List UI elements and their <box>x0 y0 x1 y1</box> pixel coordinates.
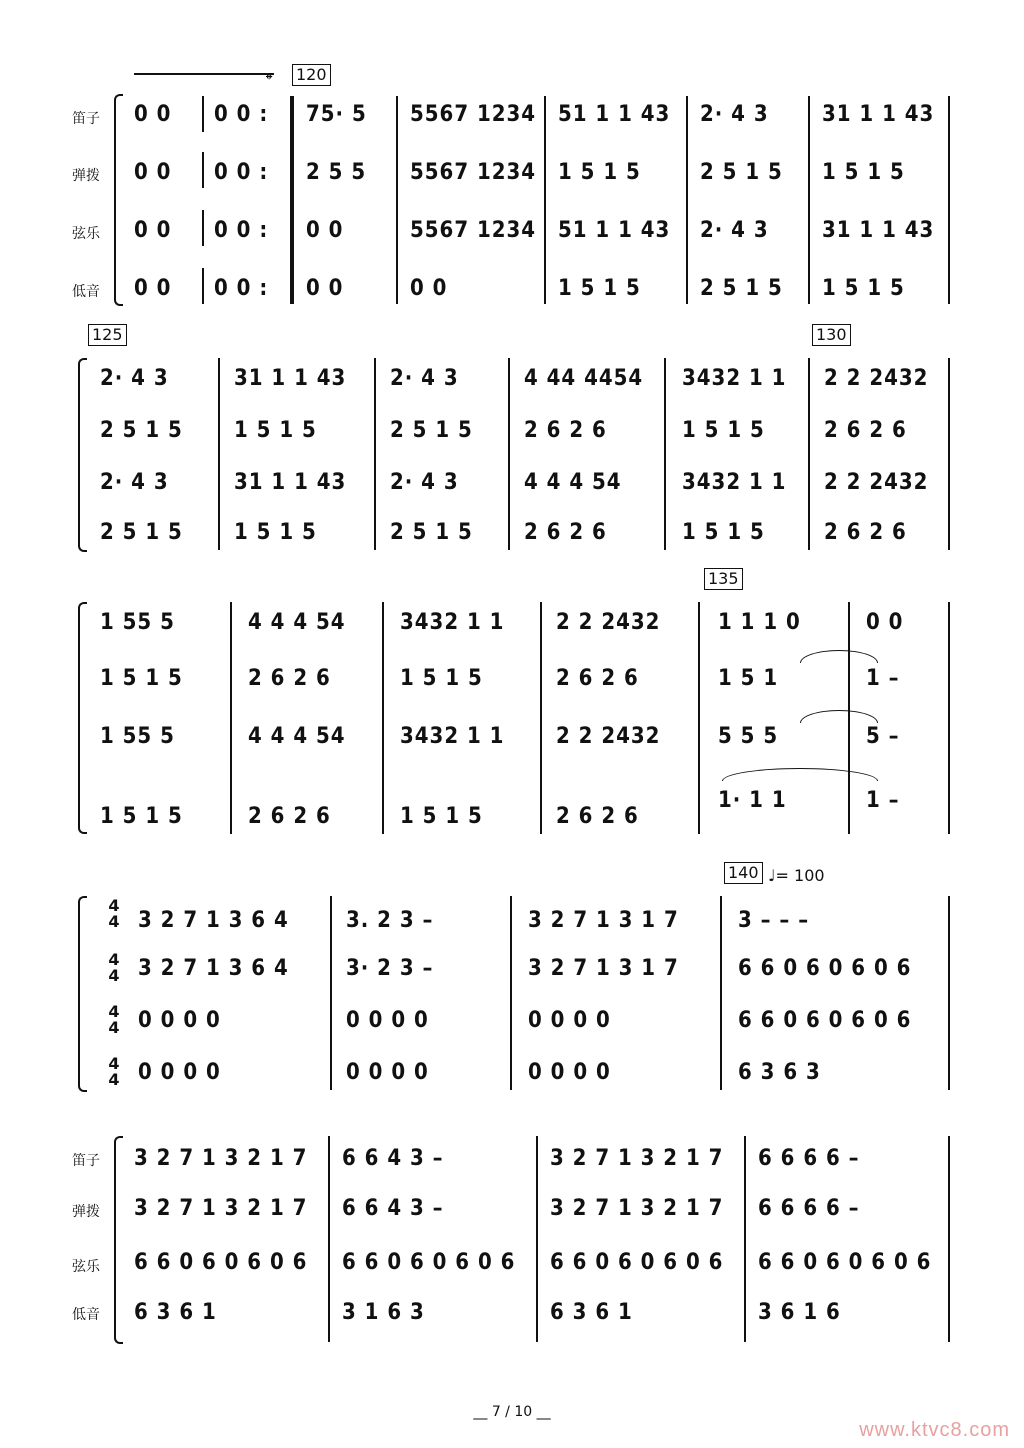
measure: 0 0 0 0 <box>528 1008 611 1033</box>
system-2 <box>0 322 1024 562</box>
barline <box>948 896 950 1090</box>
barline <box>202 152 204 188</box>
barline <box>396 96 398 304</box>
measure: 1 5 1 5 <box>682 520 765 545</box>
barline <box>510 896 512 1090</box>
time-signature: 4 4 <box>108 950 120 985</box>
instrument-label-dizi: 笛子 <box>72 1152 100 1168</box>
measure: 1 5 1 5 <box>400 666 483 691</box>
measure: 0 0 : <box>214 102 269 127</box>
measure: 2· 4 3 <box>390 366 459 391</box>
measure: 6 3 6 1 <box>550 1300 633 1325</box>
measure: 1 5 1 <box>718 666 779 691</box>
measure: 3 6 1 6 <box>758 1300 841 1325</box>
measure: 2· 4 3 <box>390 470 459 495</box>
measure: 5567 1234 <box>410 160 537 185</box>
measure: 31 1 1 43 <box>822 102 935 127</box>
repeat-barline <box>290 96 294 304</box>
measure: 2 6 2 6 <box>824 520 907 545</box>
measure: 6 6 0 6 0 6 0 6 <box>134 1250 308 1275</box>
measure: 0 0 0 0 <box>138 1060 221 1085</box>
measure: 2 5 1 5 <box>700 276 783 301</box>
measure: 3 2 7 1 3 1 7 <box>528 908 679 933</box>
system-1 <box>0 60 1024 320</box>
measure: 2 2 2432 <box>824 366 929 391</box>
barline <box>544 96 546 304</box>
rehearsal-130: 130 <box>812 324 851 346</box>
measure: 6 6 4 3 – <box>342 1146 444 1171</box>
measure: 6 6 0 6 0 6 0 6 <box>738 956 912 981</box>
barline <box>330 896 332 1090</box>
measure: 0 0 0 0 <box>346 1060 429 1085</box>
watermark: www.ktvc8.com <box>859 1419 1010 1441</box>
measure: 3 2 7 1 3 2 1 7 <box>550 1196 724 1221</box>
barline <box>202 96 204 132</box>
measure: 0 0 <box>410 276 448 301</box>
system-brace <box>114 1136 123 1344</box>
barline <box>536 1136 538 1342</box>
measure: 75· 5 <box>306 102 367 127</box>
measure: 31 1 1 43 <box>234 470 347 495</box>
instrument-label-tanbo: 弹拨 <box>72 1203 100 1219</box>
measure: 6 6 0 6 0 6 0 6 <box>738 1008 912 1033</box>
measure: 1 5 1 5 <box>558 160 641 185</box>
measure: 1 5 1 5 <box>400 804 483 829</box>
measure: 3 2 7 1 3 2 1 7 <box>550 1146 724 1171</box>
barline <box>508 358 510 550</box>
measure: 2 6 2 6 <box>524 520 607 545</box>
measure: 3 2 7 1 3 2 1 7 <box>134 1196 308 1221</box>
measure: 6 6 0 6 0 6 0 6 <box>342 1250 516 1275</box>
measure: 5567 1234 <box>410 218 537 243</box>
measure: 1 1 1 0 <box>718 610 801 635</box>
measure: 3432 1 1 <box>400 724 505 749</box>
time-signature: 4 4 <box>108 1054 120 1089</box>
measure: 2 5 1 5 <box>100 418 183 443</box>
measure: 3 2 7 1 3 6 4 <box>138 908 289 933</box>
measure: 3 2 7 1 3 6 4 <box>138 956 289 981</box>
measure: 1 5 1 5 <box>234 520 317 545</box>
instrument-label-diyin: 低音 <box>72 283 100 299</box>
barline <box>664 358 666 550</box>
rehearsal-135: 135 <box>704 568 743 590</box>
measure: 1 – <box>866 666 900 691</box>
barline <box>808 96 810 304</box>
measure: 4 4 4 54 <box>248 724 346 749</box>
barline <box>744 1136 746 1342</box>
measure: 6 6 4 3 – <box>342 1196 444 1221</box>
measure: 2 5 1 5 <box>390 520 473 545</box>
rehearsal-120: 120 <box>292 64 331 86</box>
measure: 1· 1 1 <box>718 788 787 813</box>
measure: 6 3 6 3 <box>738 1060 821 1085</box>
barline <box>948 1136 950 1342</box>
measure: 1 55 5 <box>100 610 175 635</box>
measure: 3 2 7 1 3 2 1 7 <box>134 1146 308 1171</box>
measure: 0 0 <box>306 218 344 243</box>
system-5 <box>0 1124 1024 1364</box>
measure: 0 0 <box>134 276 172 301</box>
coda-line <box>134 73 274 75</box>
measure: 0 0 : <box>214 218 269 243</box>
measure: 1 5 1 5 <box>234 418 317 443</box>
measure: 3 – – – <box>738 908 810 933</box>
barline <box>808 358 810 550</box>
time-signature: 4 4 <box>108 896 120 931</box>
measure: 0 0 : <box>214 160 269 185</box>
measure: 3432 1 1 <box>682 470 787 495</box>
rehearsal-125: 125 <box>88 324 127 346</box>
measure: 5 5 5 <box>718 724 779 749</box>
barline <box>328 1136 330 1342</box>
measure: 2 6 2 6 <box>824 418 907 443</box>
instrument-label-dizi: 笛子 <box>72 110 100 126</box>
tie <box>800 650 878 663</box>
tie <box>800 710 878 723</box>
measure: 6 6 6 6 – <box>758 1196 860 1221</box>
measure: 4 44 4454 <box>524 366 644 391</box>
measure: 5567 1234 <box>410 102 537 127</box>
measure: 2· 4 3 <box>100 470 169 495</box>
tie <box>722 768 878 781</box>
measure: 2· 4 3 <box>700 102 769 127</box>
system-3 <box>0 566 1024 846</box>
measure: 4 4 4 54 <box>248 610 346 635</box>
measure: 1 55 5 <box>100 724 175 749</box>
instrument-label-xianyue: 弦乐 <box>72 225 100 241</box>
system-brace <box>114 94 123 306</box>
rehearsal-140: 140 <box>724 862 763 884</box>
measure: 1 5 1 5 <box>682 418 765 443</box>
system-brace <box>78 602 87 834</box>
system-brace <box>78 358 87 552</box>
measure: 2 6 2 6 <box>248 666 331 691</box>
measure: 0 0 <box>866 610 904 635</box>
measure: 2 2 2432 <box>556 724 661 749</box>
measure: 0 0 0 0 <box>528 1060 611 1085</box>
measure: 2 6 2 6 <box>556 666 639 691</box>
measure: 1 5 1 5 <box>100 666 183 691</box>
measure: 2 5 1 5 <box>700 160 783 185</box>
measure: 1 – <box>866 788 900 813</box>
barline <box>218 358 220 550</box>
measure: 3 1 6 3 <box>342 1300 425 1325</box>
barline <box>948 96 950 304</box>
measure: 3432 1 1 <box>400 610 505 635</box>
measure: 0 0 <box>306 276 344 301</box>
measure: 2 2 2432 <box>556 610 661 635</box>
barline <box>948 358 950 550</box>
measure: 2 5 1 5 <box>390 418 473 443</box>
measure: 2 5 1 5 <box>100 520 183 545</box>
coda-icon: 𝄌 <box>266 70 273 91</box>
measure: 0 0 <box>134 160 172 185</box>
instrument-label-tanbo: 弹拨 <box>72 167 100 183</box>
measure: 6 6 0 6 0 6 0 6 <box>758 1250 932 1275</box>
measure: 31 1 1 43 <box>822 218 935 243</box>
measure: 2 6 2 6 <box>248 804 331 829</box>
barline <box>374 358 376 550</box>
barline <box>202 268 204 304</box>
measure: 0 0 : <box>214 276 269 301</box>
measure: 3· 2 3 – <box>346 956 434 981</box>
measure: 6 6 6 6 – <box>758 1146 860 1171</box>
barline <box>948 602 950 834</box>
time-signature: 4 4 <box>108 1002 120 1037</box>
measure: 31 1 1 43 <box>234 366 347 391</box>
barline <box>202 210 204 246</box>
measure: 1 5 1 5 <box>558 276 641 301</box>
page-number: __ 7 / 10 __ <box>473 1404 551 1420</box>
measure: 6 3 6 1 <box>134 1300 217 1325</box>
measure: 1 5 1 5 <box>822 160 905 185</box>
system-brace <box>78 896 87 1092</box>
barline <box>382 602 384 834</box>
measure: 51 1 1 43 <box>558 102 671 127</box>
measure: 2 2 2432 <box>824 470 929 495</box>
measure: 6 6 0 6 0 6 0 6 <box>550 1250 724 1275</box>
barline <box>686 96 688 304</box>
tempo-marking: ♩= 100 <box>768 866 825 885</box>
measure: 3. 2 3 – <box>346 908 434 933</box>
barline <box>698 602 700 834</box>
measure: 2· 4 3 <box>100 366 169 391</box>
measure: 1 5 1 5 <box>100 804 183 829</box>
measure: 3 2 7 1 3 1 7 <box>528 956 679 981</box>
measure: 1 5 1 5 <box>822 276 905 301</box>
measure: 0 0 0 0 <box>138 1008 221 1033</box>
measure: 2 5 5 <box>306 160 367 185</box>
instrument-label-xianyue: 弦乐 <box>72 1258 100 1274</box>
barline <box>230 602 232 834</box>
measure: 51 1 1 43 <box>558 218 671 243</box>
measure: 4 4 4 54 <box>524 470 622 495</box>
measure: 0 0 <box>134 218 172 243</box>
measure: 2 6 2 6 <box>524 418 607 443</box>
measure: 5 – <box>866 724 900 749</box>
measure: 0 0 0 0 <box>346 1008 429 1033</box>
barline <box>720 896 722 1090</box>
system-4 <box>0 858 1024 1098</box>
measure: 0 0 <box>134 102 172 127</box>
measure: 3432 1 1 <box>682 366 787 391</box>
measure: 2 6 2 6 <box>556 804 639 829</box>
measure: 2· 4 3 <box>700 218 769 243</box>
instrument-label-diyin: 低音 <box>72 1306 100 1322</box>
barline <box>540 602 542 834</box>
